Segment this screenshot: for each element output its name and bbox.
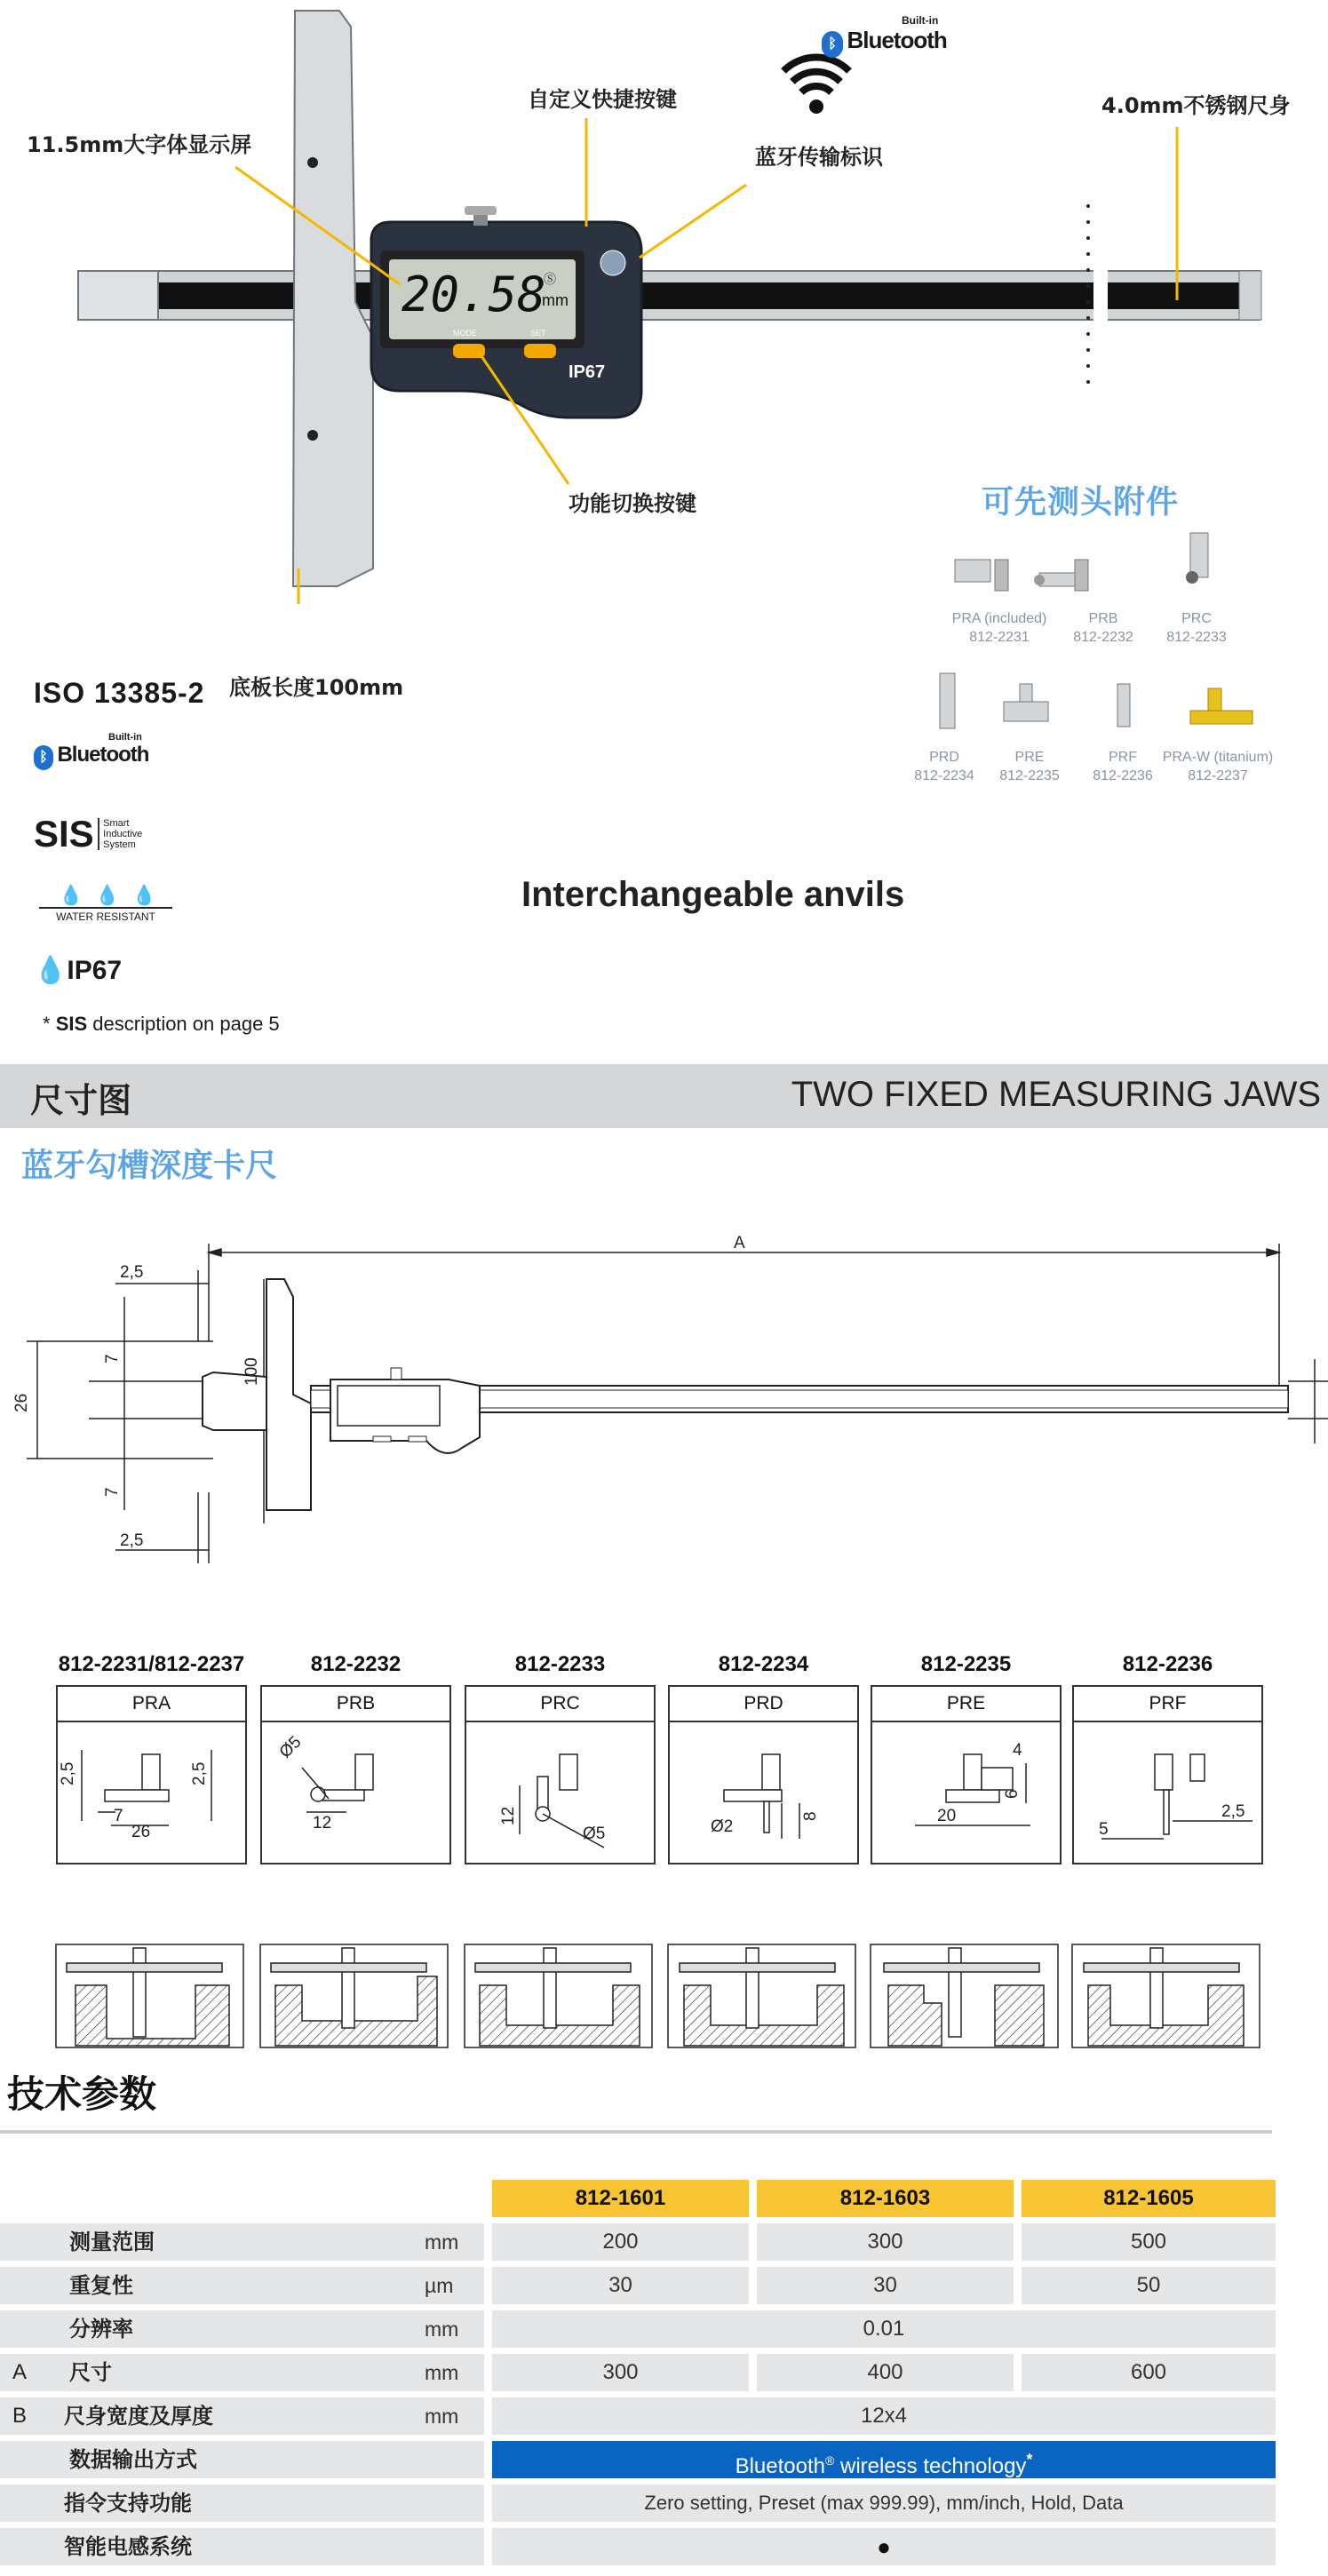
ip67-text: IP67 [67, 956, 123, 985]
accessory-name: PRA (included) [951, 611, 1047, 626]
row-letter: B [12, 2404, 28, 2428]
row-value-span: 0.01 [492, 2310, 1276, 2348]
row-letter: A [12, 2360, 28, 2384]
specs-title: 技术参数 [7, 2072, 157, 2116]
bluetooth-built-in-text: Built-in [108, 732, 142, 743]
row-label: 尺身宽度及厚度 [64, 2404, 213, 2429]
row-value: 50 [1022, 2267, 1276, 2304]
callout-base: 底板长度100mm [229, 675, 404, 700]
dim-label: 12 [313, 1814, 332, 1833]
bluetooth-name: Bluetooth [847, 27, 947, 53]
row-value-span: ● [492, 2528, 1276, 2565]
bluetooth-name: Bluetooth [57, 743, 149, 767]
mode-button-label: MODE [453, 329, 477, 338]
sis-desc-line: System [103, 839, 136, 850]
dim-label: Ø5 [583, 1825, 606, 1843]
callout-beam: 4.0mm不锈钢尺身 [1101, 93, 1291, 118]
bt-main: Bluetooth [735, 2454, 825, 2478]
model-header: 812-1603 [757, 2180, 1014, 2217]
footnote-star: * [43, 1013, 51, 1035]
specs-row-resolution [0, 2310, 1328, 2348]
row-value-span: 12x4 [492, 2397, 1276, 2435]
specs-row-repeat [0, 2267, 1328, 2304]
row-value: 300 [492, 2354, 749, 2391]
model-header: 812-1605 [1022, 2180, 1276, 2217]
display-reading: 20.58 [402, 266, 546, 322]
groove-sketches [0, 1941, 1328, 2052]
accessory-pra-w [1156, 748, 1280, 785]
accessory-code: 812-2234 [914, 768, 974, 783]
specs-divider [0, 2130, 1272, 2134]
dim-label: 8 [801, 1811, 820, 1821]
section-subtitle: 蓝牙勾槽深度卡尺 [21, 1148, 278, 1184]
dim-h100: 100 [243, 1357, 261, 1386]
row-label: 尺寸 [69, 2360, 112, 2385]
accessory-name: PRA-W (titanium) [1162, 750, 1274, 765]
specs-row-sis [0, 2528, 1328, 2565]
dim-label: 4 [1013, 1741, 1022, 1760]
variant-name: PRA [58, 1687, 245, 1722]
specs-row-output [0, 2441, 1328, 2478]
row-value: 500 [1022, 2223, 1276, 2261]
sis-text: SIS [34, 813, 94, 855]
variant-name: PRB [262, 1687, 449, 1722]
ip67-logo [34, 955, 122, 986]
accessory-name: PRB [1088, 611, 1118, 626]
sis-desc [98, 818, 142, 850]
dim-label: 20 [937, 1807, 957, 1825]
drop-icon: 💧 [34, 956, 68, 985]
variant-name: PRC [466, 1687, 654, 1722]
row-value: 30 [757, 2267, 1014, 2304]
row-label: 测量范围 [69, 2230, 155, 2254]
row-value: 30 [492, 2267, 749, 2304]
accessory-code: 812-2232 [1073, 630, 1133, 645]
bluetooth-icon: ᛒ [34, 745, 53, 770]
dim-label: Ø2 [711, 1817, 734, 1836]
accessories-title: 可先测头附件 [982, 484, 1180, 521]
row-value: 300 [757, 2223, 1014, 2261]
accessory-name: PRD [929, 750, 959, 765]
dim-label: Ø5 [275, 1732, 306, 1762]
water-resistant-text: WATER RESISTANT [39, 907, 172, 923]
variant-code: 812-2234 [718, 1652, 809, 1676]
bluetooth-output-value [492, 2441, 1276, 2478]
dim-bottom-offset: 2,5 [120, 1531, 144, 1550]
row-label: 数据输出方式 [69, 2447, 197, 2472]
variant-drawings [0, 1723, 1328, 1865]
dim-label: 6 [1003, 1789, 1022, 1799]
accessory-code: 812-2233 [1166, 630, 1227, 645]
variant-name: PRD [670, 1687, 857, 1722]
accessory-name: PRE [1014, 750, 1045, 765]
dim-label: 5 [1099, 1820, 1109, 1839]
water-resistant-logo [39, 884, 172, 923]
variant-code: 812-2236 [1122, 1652, 1213, 1676]
dim-h7b: 7 [103, 1487, 122, 1497]
section-title-cn: 尺寸图 [30, 1081, 132, 1120]
row-unit: mm [425, 2318, 459, 2341]
dim-h7a: 7 [103, 1354, 122, 1364]
sis-desc-line: Smart [103, 818, 130, 829]
variant-code: 812-2232 [310, 1652, 402, 1676]
dim-label: 7 [114, 1807, 123, 1825]
callout-bt-mark: 蓝牙传输标识 [755, 145, 883, 170]
variant-code: 812-2235 [920, 1652, 1012, 1676]
callout-custom-key: 自定义快捷按键 [528, 87, 677, 112]
accessory-code: 812-2237 [1188, 768, 1248, 783]
sis-logo [34, 813, 142, 855]
variant-name: PRF [1074, 1687, 1261, 1722]
accessory-code: 812-2235 [999, 768, 1060, 783]
specs-row-commands [0, 2485, 1328, 2522]
bluetooth-logo-left [34, 732, 148, 770]
row-unit: mm [425, 2405, 459, 2428]
specs-row-range [0, 2223, 1328, 2261]
accessory-code: 812-2236 [1093, 768, 1153, 783]
display-unit: mm [542, 291, 569, 309]
ip-badge: IP67 [569, 362, 606, 382]
section-title-en: TWO FIXED MEASURING JAWS [791, 1075, 1321, 1114]
row-label: 智能电感系统 [64, 2534, 192, 2559]
dimension-drawing [0, 1208, 1328, 1590]
dim-top-offset: 2,5 [120, 1263, 144, 1282]
accessory-prc [1134, 609, 1259, 647]
row-label: 分辨率 [69, 2317, 133, 2341]
bt-tail: wireless technology [834, 2454, 1027, 2478]
bluetooth-logo-top [822, 14, 947, 58]
footnote-text: description on page 5 [92, 1013, 280, 1035]
iso-label: ISO 13385-2 [34, 677, 205, 709]
set-button-label: SET [530, 329, 546, 338]
variant-name: PRE [872, 1687, 1060, 1722]
specs-row-size [0, 2354, 1328, 2391]
callout-display: 11.5mm大字体显示屏 [27, 132, 252, 157]
accessory-name: PRC [1181, 611, 1212, 626]
dim-label: 2,5 [1221, 1802, 1245, 1821]
bluetooth-icon: ᛒ [822, 31, 843, 58]
accessory-name: PRF [1109, 750, 1137, 765]
dim-label: 2,5 [59, 1761, 77, 1785]
row-unit: mm [425, 2230, 459, 2254]
row-value: 400 [757, 2354, 1014, 2391]
water-drops-icon: 💧💧💧 [59, 884, 170, 906]
headline: Interchangeable anvils [521, 875, 905, 914]
footnote-sis: SIS [55, 1013, 88, 1035]
bt-star: * [1026, 2451, 1033, 2469]
bluetooth-built-in-text: Built-in [902, 14, 939, 27]
row-label: 重复性 [69, 2273, 133, 2298]
dim-a: A [734, 1234, 745, 1252]
specs-row-beam [0, 2397, 1328, 2435]
dim-label: 12 [499, 1806, 518, 1825]
row-value-span: Zero setting, Preset (max 999.99), mm/inch, Hold, Data [492, 2485, 1276, 2522]
sis-desc-line: Inductive [103, 829, 143, 839]
dim-label: 2,5 [190, 1761, 209, 1785]
callout-func-key: 功能切换按键 [569, 491, 696, 516]
specs-header-row [0, 2180, 1328, 2217]
dim-label: 26 [131, 1823, 151, 1841]
row-unit: µm [425, 2274, 454, 2297]
row-value: 600 [1022, 2354, 1276, 2391]
row-value: 200 [492, 2223, 749, 2261]
dim-h26: 26 [12, 1393, 31, 1412]
row-label: 指令支持功能 [64, 2491, 192, 2516]
bt-sup: ® [824, 2453, 835, 2468]
row-unit: mm [425, 2361, 459, 2384]
display-indicator: Ⓢ [544, 272, 556, 286]
model-header: 812-1601 [492, 2180, 749, 2217]
sis-footnote [43, 1013, 280, 1036]
accessory-code: 812-2231 [969, 630, 1030, 645]
variant-code: 812-2231/812-2237 [58, 1652, 245, 1676]
variant-code: 812-2233 [514, 1652, 606, 1676]
